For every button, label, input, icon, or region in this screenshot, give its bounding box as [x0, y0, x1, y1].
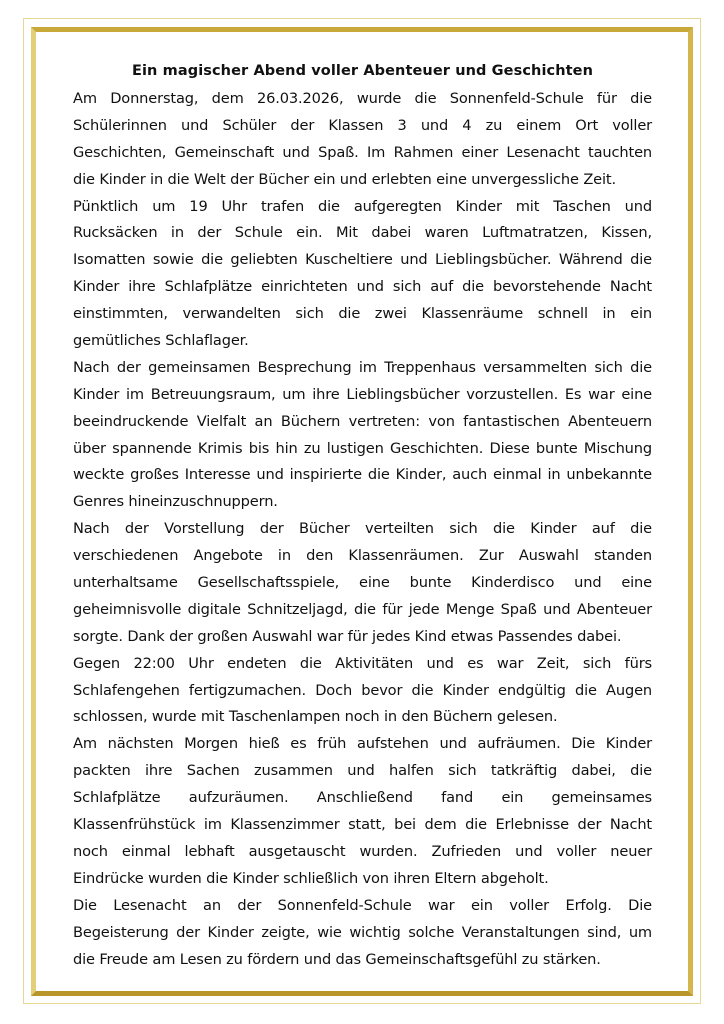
text-line: über spannende Krimis bis hin zu lustigen Geschichten. Diese bunte Mischung [73, 439, 652, 457]
text-line: Geschichten, Gemeinschaft und Spaß. Im Rahmen einer Lesenacht tauchten [73, 143, 652, 161]
text-line: Schlafengehen fertigzumachen. Doch bevor die Kinder endgültig die Augen [73, 681, 652, 699]
document-body [73, 56, 652, 973]
text-line: Nach der gemeinsamen Besprechung im Treppenhaus versammelten sich die [73, 358, 652, 376]
text-line: Pünktlich um 19 Uhr trafen die aufgeregten Kinder mit Taschen und [73, 197, 652, 215]
article-text [73, 86, 652, 973]
text-line: Eindrücke wurden die Kinder schließlich von ihren Eltern abgeholt. [73, 869, 549, 887]
text-line: Rucksäcken in der Schule ein. Mit dabei waren Luftmatratzen, Kissen, [73, 224, 652, 242]
text-line: einstimmten, verwandelten sich die zwei Klassenräume schnell in ein [73, 305, 652, 323]
text-line: Gegen 22:00 Uhr endeten die Aktivitäten und es war Zeit, sich fürs [73, 654, 652, 672]
paragraph [73, 731, 652, 892]
text-line: Isomatten sowie die geliebten Kuscheltiere und Lieblingsbücher. Während die [73, 251, 652, 269]
paragraph [73, 651, 652, 732]
paragraph [73, 355, 652, 516]
text-line: Nach der Vorstellung der Bücher verteilten sich die Kinder auf die [73, 520, 652, 538]
text-line: Schülerinnen und Schüler der Klassen 3 und 4 zu einem Ort voller [73, 116, 652, 134]
document-title: Ein magischer Abend voller Abenteuer und Geschichten [131, 63, 594, 79]
text-line: gemütliches Schlaflager. [73, 332, 249, 350]
text-line: weckte großes Interesse und inspirierte die Kinder, auch einmal in unbekannte [73, 466, 652, 484]
text-line: geheimnisvolle digitale Schnitzeljagd, die für jede Menge Spaß und Abenteuer [73, 600, 652, 618]
text-line: Kinder im Betreuungsraum, um ihre Lieblingsbücher vorzustellen. Es war eine [73, 385, 652, 403]
paragraph [73, 86, 652, 194]
paragraph [73, 516, 652, 650]
text-line: Klassenfrühstück im Klassenzimmer statt, bei dem die Erlebnisse der Nacht [73, 816, 652, 834]
text-line: schlossen, wurde mit Taschenlampen noch in den Büchern gelesen. [73, 708, 558, 726]
text-line: noch einmal lebhaft ausgetauscht wurden. Zufrieden und voller neuer [73, 842, 652, 860]
text-line: Die Lesenacht an der Sonnenfeld-Schule war ein voller Erfolg. Die [73, 896, 652, 914]
text-line: Genres hineinzuschnuppern. [73, 493, 278, 511]
text-line: packten ihre Sachen zusammen und halfen sich tatkräftig dabei, die [73, 762, 652, 780]
text-line: Am Donnerstag, dem 26.03.2026, wurde die Sonnenfeld-Schule für die [73, 90, 652, 107]
text-line: Am nächsten Morgen hieß es früh aufstehen und aufräumen. Die Kinder [73, 735, 652, 753]
text-line: sorgte. Dank der großen Auswahl war für jedes Kind etwas Passendes dabei. [73, 627, 622, 645]
text-line: Schlafplätze aufzuräumen. Anschließend fand ein gemeinsames [73, 789, 652, 807]
text-line: unterhaltsame Gesellschaftsspiele, eine bunte Kinderdisco und eine [73, 574, 652, 592]
text-line: Begeisterung der Kinder zeigte, wie wichtig solche Veranstaltungen sind, um [73, 923, 652, 941]
text-line: verschiedenen Angebote in den Klassenräumen. Zur Auswahl standen [73, 547, 652, 565]
text-line: die Kinder in die Welt der Bücher ein und erlebten eine unvergessliche Zeit. [73, 170, 616, 188]
text-line: beeindruckende Vielfalt an Büchern vertreten: von fantastischen Abenteuern [73, 412, 652, 430]
text-line: die Freude am Lesen zu fördern und das Gemeinschaftsgefühl zu stärken. [73, 950, 601, 968]
text-line: Kinder ihre Schlafplätze einrichteten und sich auf die bevorstehende Nacht [73, 278, 652, 296]
paragraph [73, 893, 652, 974]
paragraph [73, 194, 652, 355]
